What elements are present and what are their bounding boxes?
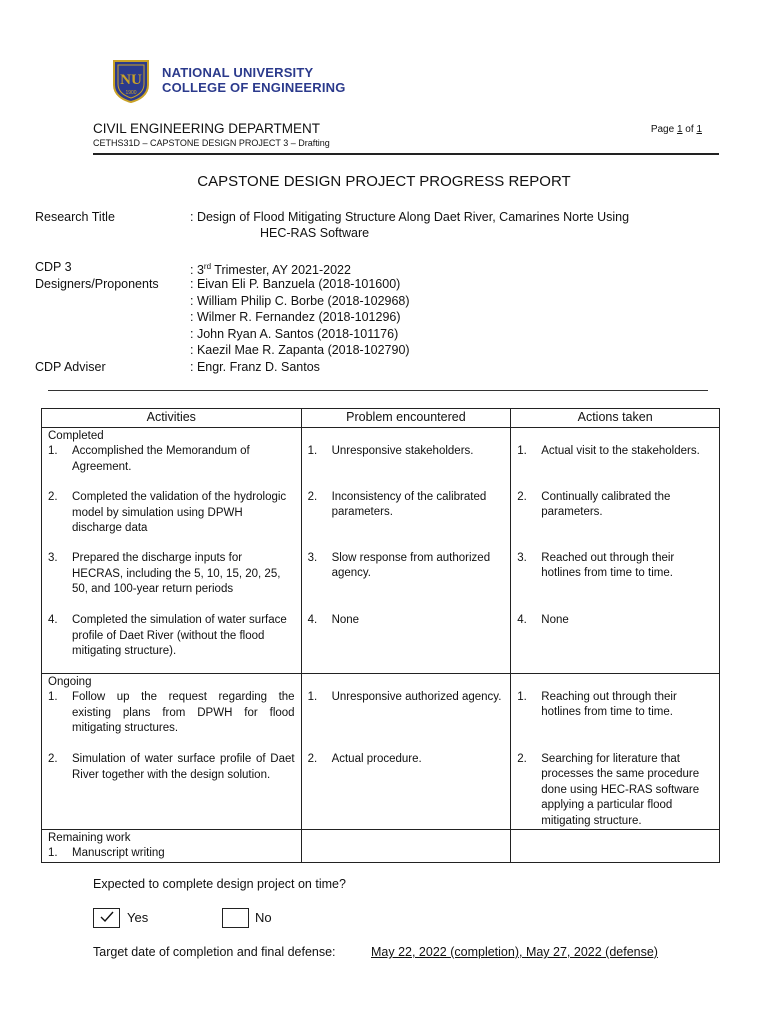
item-activity: Manuscript writing (72, 847, 165, 860)
ongoing-action-1 (511, 690, 719, 752)
ongoing-problem-1 (302, 690, 511, 752)
checkmark-icon (100, 911, 114, 923)
item-activity: Follow up the request regarding the existing plans from DPWH for flood mitigating structures. (72, 691, 295, 735)
item-activity: Accomplished the Memorandum of Agreement. (72, 445, 250, 473)
item-number: 2. (48, 491, 58, 504)
no-label: No (255, 910, 272, 925)
item-problem: Unresponsive stakeholders. (331, 445, 474, 457)
target-date-value: May 22, 2022 (completion), May 27, 2022 (defense) (371, 945, 658, 959)
completed-problem-1 (302, 444, 511, 490)
item-number: 1. (517, 691, 527, 703)
ongoing-activities-cell (42, 674, 302, 830)
item-problem: None (331, 614, 360, 626)
completed-action-4 (511, 613, 719, 628)
adviser-value: : Engr. Franz D. Santos (190, 360, 320, 374)
ongoing-label: Ongoing (48, 676, 92, 688)
progress-table (41, 408, 720, 863)
target-date-label: Target date of completion and final defense: (93, 945, 336, 959)
yes-label: Yes (127, 910, 149, 925)
department-name: CIVIL ENGINEERING DEPARTMENT (93, 121, 321, 136)
item-problem: Actual procedure. (331, 753, 422, 765)
item-number: 1. (307, 445, 318, 457)
completed-problem-3 (302, 551, 511, 613)
header-divider (93, 153, 719, 155)
item-activity: Completed the simulation of water surface profile of Daet River (without the flood mitigating structure). (72, 614, 287, 658)
item-number: 1. (48, 847, 58, 860)
item-activity: Simulation of water surface profile of Daet River together with the design solution. (72, 753, 295, 781)
item-number: 1. (307, 691, 318, 703)
designer-3: : Wilmer R. Fernandez (2018-101296) (190, 310, 401, 324)
item-number: 2. (48, 753, 58, 766)
item-action: Reaching out through their hotlines from time to time. (541, 691, 677, 719)
item-number: 3. (307, 552, 318, 564)
cdp-value-suffix: Trimester, AY 2021-2022 (211, 263, 351, 278)
remaining-label: Remaining work (48, 832, 131, 845)
item-number: 4. (517, 614, 527, 626)
item-number: 1. (517, 445, 527, 457)
designer-4: : John Ryan A. Santos (2018-101176) (190, 326, 399, 341)
header-activities: Activities (42, 409, 302, 428)
item-action: Continually calibrated the parameters. (541, 491, 671, 519)
page-number (651, 124, 702, 135)
cdp-label: CDP 3 (35, 260, 72, 274)
completed-action-2 (511, 490, 719, 551)
course-code: CETHS31D – CAPSTONE DESIGN PROJECT 3 – Drafting (93, 138, 330, 148)
page-current: 1 (676, 124, 683, 135)
item-number: 4. (48, 614, 58, 627)
remaining-activities-cell (42, 830, 302, 863)
ongoing-problems-cell (301, 674, 511, 830)
designers-label: Designers/Proponents (35, 277, 159, 291)
ongoing-actions-cell (511, 674, 720, 830)
completed-item-1 (42, 444, 301, 490)
ongoing-item-1 (42, 690, 301, 752)
designer-2: : William Philip C. Borbe (2018-102968) (190, 293, 410, 308)
page-prefix: Page (650, 124, 677, 135)
item-activity: Prepared the discharge inputs for HECRAS, including the 5, 10, 15, 20, 25, 50, and 100-year return periods (72, 552, 281, 596)
header-actions: Actions taken (511, 409, 720, 428)
ongoing-item-2 (42, 752, 301, 783)
header-problem: Problem encountered (301, 409, 511, 428)
completed-activities-cell (42, 428, 302, 674)
university-name-line2: COLLEGE OF ENGINEERING (162, 80, 346, 95)
completed-label: Completed (48, 430, 104, 442)
completed-item-3 (42, 551, 301, 613)
page-title: CAPSTONE DESIGN PROJECT PROGRESS REPORT (197, 173, 571, 190)
completed-problem-4 (302, 613, 511, 628)
adviser-label: CDP Adviser (35, 360, 106, 374)
completed-action-3 (511, 551, 719, 613)
remaining-section-row (42, 830, 720, 863)
ongoing-problem-2 (302, 752, 511, 767)
item-action: None (541, 614, 569, 626)
remaining-item-1 (42, 846, 301, 861)
cdp-value-sup: rd (203, 262, 212, 271)
research-title-value-2: HEC-RAS Software (260, 226, 370, 240)
completed-action-1 (511, 444, 719, 490)
item-number: 1. (48, 445, 58, 458)
completed-problem-2 (302, 490, 511, 551)
university-name (162, 65, 346, 95)
item-number: 3. (517, 552, 527, 564)
research-title-label: Research Title (35, 210, 115, 224)
item-number: 2. (307, 753, 318, 765)
completed-problems-cell (301, 428, 511, 674)
ongoing-section-row (42, 674, 720, 830)
item-problem: Slow response from authorized agency. (331, 552, 491, 580)
no-checkbox[interactable] (222, 908, 249, 928)
completed-item-2 (42, 490, 301, 551)
completed-section-row (42, 428, 720, 674)
university-name-line1: NATIONAL UNIVERSITY (162, 65, 314, 80)
research-title-value: : Design of Flood Mitigating Structure Along Daet River, Camarines Norte Using (190, 210, 630, 224)
item-action: Searching for literature that processes the same procedure done using HEC-RAS software applying a particular flood mitigating structure. (541, 753, 700, 827)
item-number: 1. (48, 691, 58, 704)
item-number: 4. (307, 614, 318, 626)
table-header-row (42, 409, 720, 428)
on-time-question: Expected to complete design project on time? (93, 877, 346, 891)
item-number: 3. (48, 552, 58, 565)
completed-item-4 (42, 613, 301, 659)
university-seal-icon (108, 57, 154, 103)
item-problem: Inconsistency of the calibrated parameters. (331, 491, 487, 519)
completed-actions-cell (511, 428, 720, 674)
page-total: 1 (696, 124, 702, 135)
item-action: Actual visit to the stakeholders. (541, 445, 700, 457)
remaining-problems-cell (301, 830, 511, 863)
remaining-actions-cell (511, 830, 720, 863)
seal-year: 1900 (125, 90, 137, 96)
seal-letters: NU (120, 72, 142, 88)
item-number: 2. (307, 491, 318, 503)
university-logo (108, 54, 348, 106)
designer-1: : Eivan Eli P. Banzuela (2018-101600) (190, 277, 401, 291)
cdp-value-prefix: : 3 (190, 263, 204, 278)
ongoing-action-2 (511, 752, 719, 829)
page-of: of (682, 124, 697, 135)
item-action: Reached out through their hotlines from time to time. (541, 552, 675, 580)
item-activity: Completed the validation of the hydrologic model by simulation using DPWH discharge data (72, 491, 287, 535)
yes-checkbox[interactable] (93, 908, 120, 928)
item-number: 2. (517, 491, 527, 503)
item-problem: Unresponsive authorized agency. (331, 691, 502, 703)
designer-5: : Kaezil Mae R. Zapanta (2018-102790) (190, 343, 410, 357)
item-number: 2. (517, 753, 527, 765)
info-divider (48, 390, 708, 391)
